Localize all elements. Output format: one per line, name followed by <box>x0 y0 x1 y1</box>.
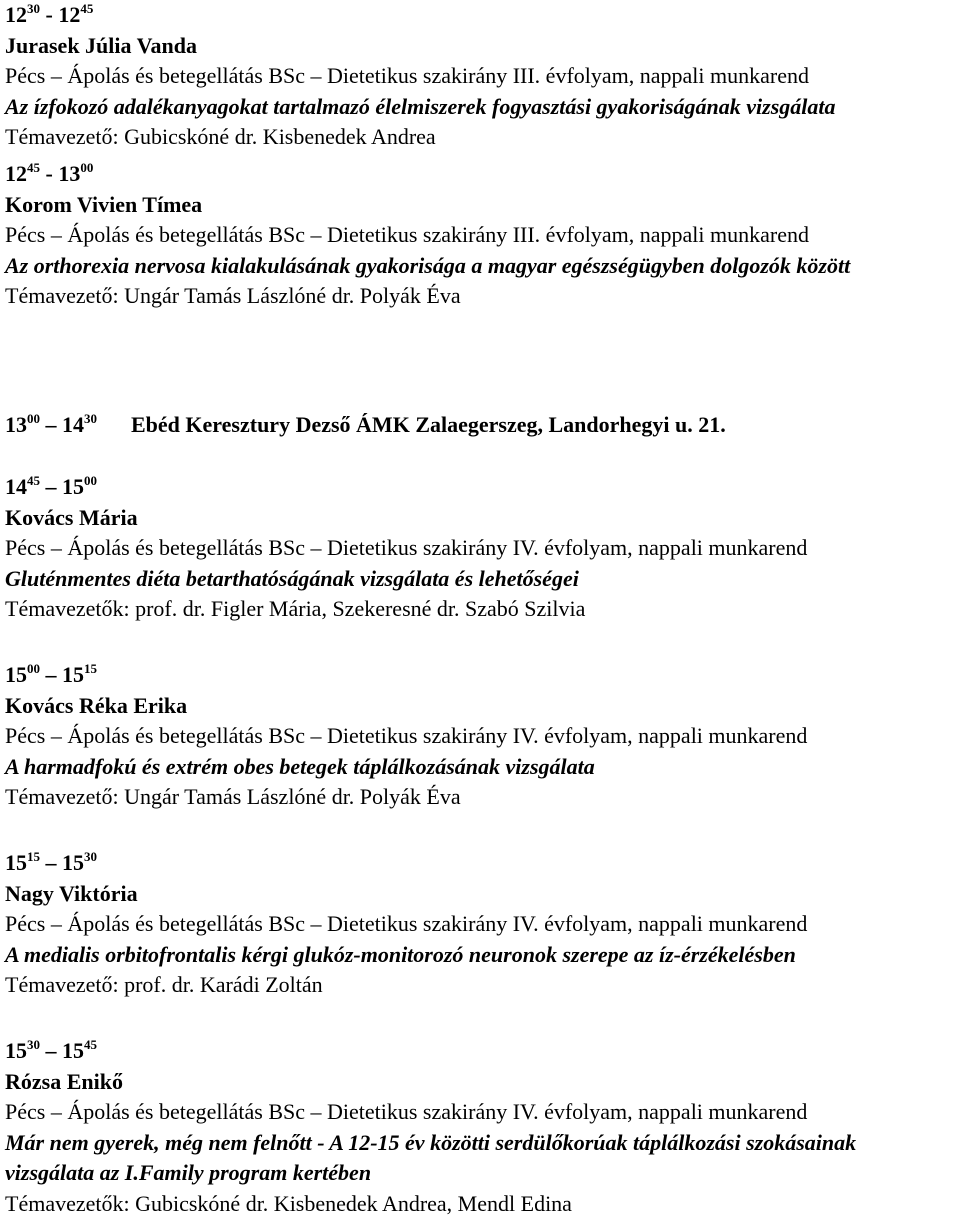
start-minute: 45 <box>27 160 40 175</box>
schedule-entry <box>5 0 836 153</box>
thesis-title: Az ízfokozó adalékanyagokat tartalmazó élelmiszerek fogyasztási gyakoriságának vizsgálata <box>5 93 836 119</box>
presenter-name: Jurasek Júlia Vanda <box>5 32 197 58</box>
thesis-title: A harmadfokú és extrém obes betegek táplálkozásának vizsgálata <box>5 753 595 779</box>
end-minute: 00 <box>80 160 94 175</box>
time-slot <box>5 412 97 437</box>
advisor: Témavezető: Gubicskóné dr. Kisbenedek Andrea <box>5 124 436 149</box>
start-hour: 12 <box>5 2 27 27</box>
program-info: Pécs – Ápolás és betegellátás BSc – Dietetikus szakirány IV. évfolyam, nappali munkarend <box>5 723 808 748</box>
advisor: Témavezető: Ungár Tamás Lászlóné dr. Polyák Éva <box>5 283 461 308</box>
schedule-entry <box>5 660 807 813</box>
end-minute: 45 <box>84 1037 97 1052</box>
end-minute: 45 <box>80 1 94 16</box>
end-hour: 13 <box>58 161 81 186</box>
time-separator: - <box>40 2 59 27</box>
time-slot <box>5 660 807 691</box>
end-hour: 15 <box>62 850 84 875</box>
presenter-name: Kovács Mária <box>5 504 138 530</box>
start-minute: 30 <box>27 1037 40 1052</box>
time-slot <box>5 848 807 879</box>
end-hour: 15 <box>62 1038 84 1063</box>
lunch-label: Ebéd Keresztury Dezső ÁMK Zalaegerszeg, Landorhegyi u. 21. <box>131 412 726 437</box>
end-hour: 14 <box>62 412 84 437</box>
schedule-entry <box>5 848 807 1001</box>
start-hour: 13 <box>5 412 27 437</box>
thesis-title: A medialis orbitofrontalis kérgi glukóz-monitorozó neuronok szerepe az íz-érzékelésben <box>5 941 796 967</box>
program-info: Pécs – Ápolás és betegellátás BSc – Dietetikus szakirány III. évfolyam, nappali munkarend <box>5 63 809 88</box>
time-separator: – <box>40 662 62 687</box>
start-minute: 15 <box>27 849 40 864</box>
start-minute: 45 <box>27 473 40 488</box>
end-hour: 15 <box>62 474 84 499</box>
schedule-entry <box>5 472 807 625</box>
time-separator: – <box>40 850 62 875</box>
presenter-name: Korom Vivien Tímea <box>5 191 203 217</box>
program-info: Pécs – Ápolás és betegellátás BSc – Dietetikus szakirány IV. évfolyam, nappali munkarend <box>5 1099 808 1124</box>
thesis-title: Már nem gyerek, még nem felnőtt - A 12-15 év közötti serdülőkorúak táplálkozási szokásainak vizsgálata az I.Family program kertében <box>5 1129 857 1185</box>
start-hour: 15 <box>5 662 27 687</box>
time-slot <box>5 159 935 190</box>
end-minute: 00 <box>84 473 97 488</box>
thesis-title: Az orthorexia nervosa kialakulásának gyakorisága a magyar egészségügyben dolgozók között <box>5 252 851 278</box>
start-minute: 30 <box>27 1 40 16</box>
end-minute: 30 <box>84 411 97 426</box>
time-separator: – <box>40 412 62 437</box>
program-info: Pécs – Ápolás és betegellátás BSc – Dietetikus szakirány IV. évfolyam, nappali munkarend <box>5 911 808 936</box>
program-info: Pécs – Ápolás és betegellátás BSc – Dietetikus szakirány III. évfolyam, nappali munkarend <box>5 222 809 247</box>
presenter-name: Rózsa Enikő <box>5 1068 123 1094</box>
end-hour: 12 <box>58 2 81 27</box>
end-minute: 15 <box>84 661 97 676</box>
advisor: Témavezetők: prof. dr. Figler Mária, Szekeresné dr. Szabó Szilvia <box>5 596 586 621</box>
end-hour: 15 <box>62 662 84 687</box>
time-slot <box>5 472 807 503</box>
advisor: Témavezető: prof. dr. Karádi Zoltán <box>5 972 323 997</box>
end-minute: 30 <box>84 849 97 864</box>
presenter-name: Nagy Viktória <box>5 880 138 906</box>
advisor: Témavezetők: Gubicskóné dr. Kisbenedek Andrea, Mendl Edina <box>5 1190 572 1216</box>
time-slot <box>5 1036 885 1067</box>
time-slot <box>5 0 836 31</box>
program-info: Pécs – Ápolás és betegellátás BSc – Dietetikus szakirány IV. évfolyam, nappali munkarend <box>5 535 808 560</box>
schedule-entry <box>5 159 935 312</box>
time-separator: – <box>40 1038 62 1063</box>
start-minute: 00 <box>27 411 40 426</box>
time-separator: – <box>40 474 62 499</box>
time-separator: - <box>40 161 59 186</box>
thesis-title: Gluténmentes diéta betarthatóságának vizsgálata és lehetőségei <box>5 565 579 591</box>
advisor: Témavezető: Ungár Tamás Lászlóné dr. Polyák Éva <box>5 784 461 809</box>
start-hour: 15 <box>5 1038 27 1063</box>
start-hour: 15 <box>5 850 27 875</box>
schedule-entry <box>5 1036 885 1219</box>
start-minute: 00 <box>27 661 40 676</box>
presenter-name: Kovács Réka Erika <box>5 692 188 718</box>
start-hour: 14 <box>5 474 27 499</box>
lunch-break <box>5 410 726 441</box>
start-hour: 12 <box>5 161 27 186</box>
